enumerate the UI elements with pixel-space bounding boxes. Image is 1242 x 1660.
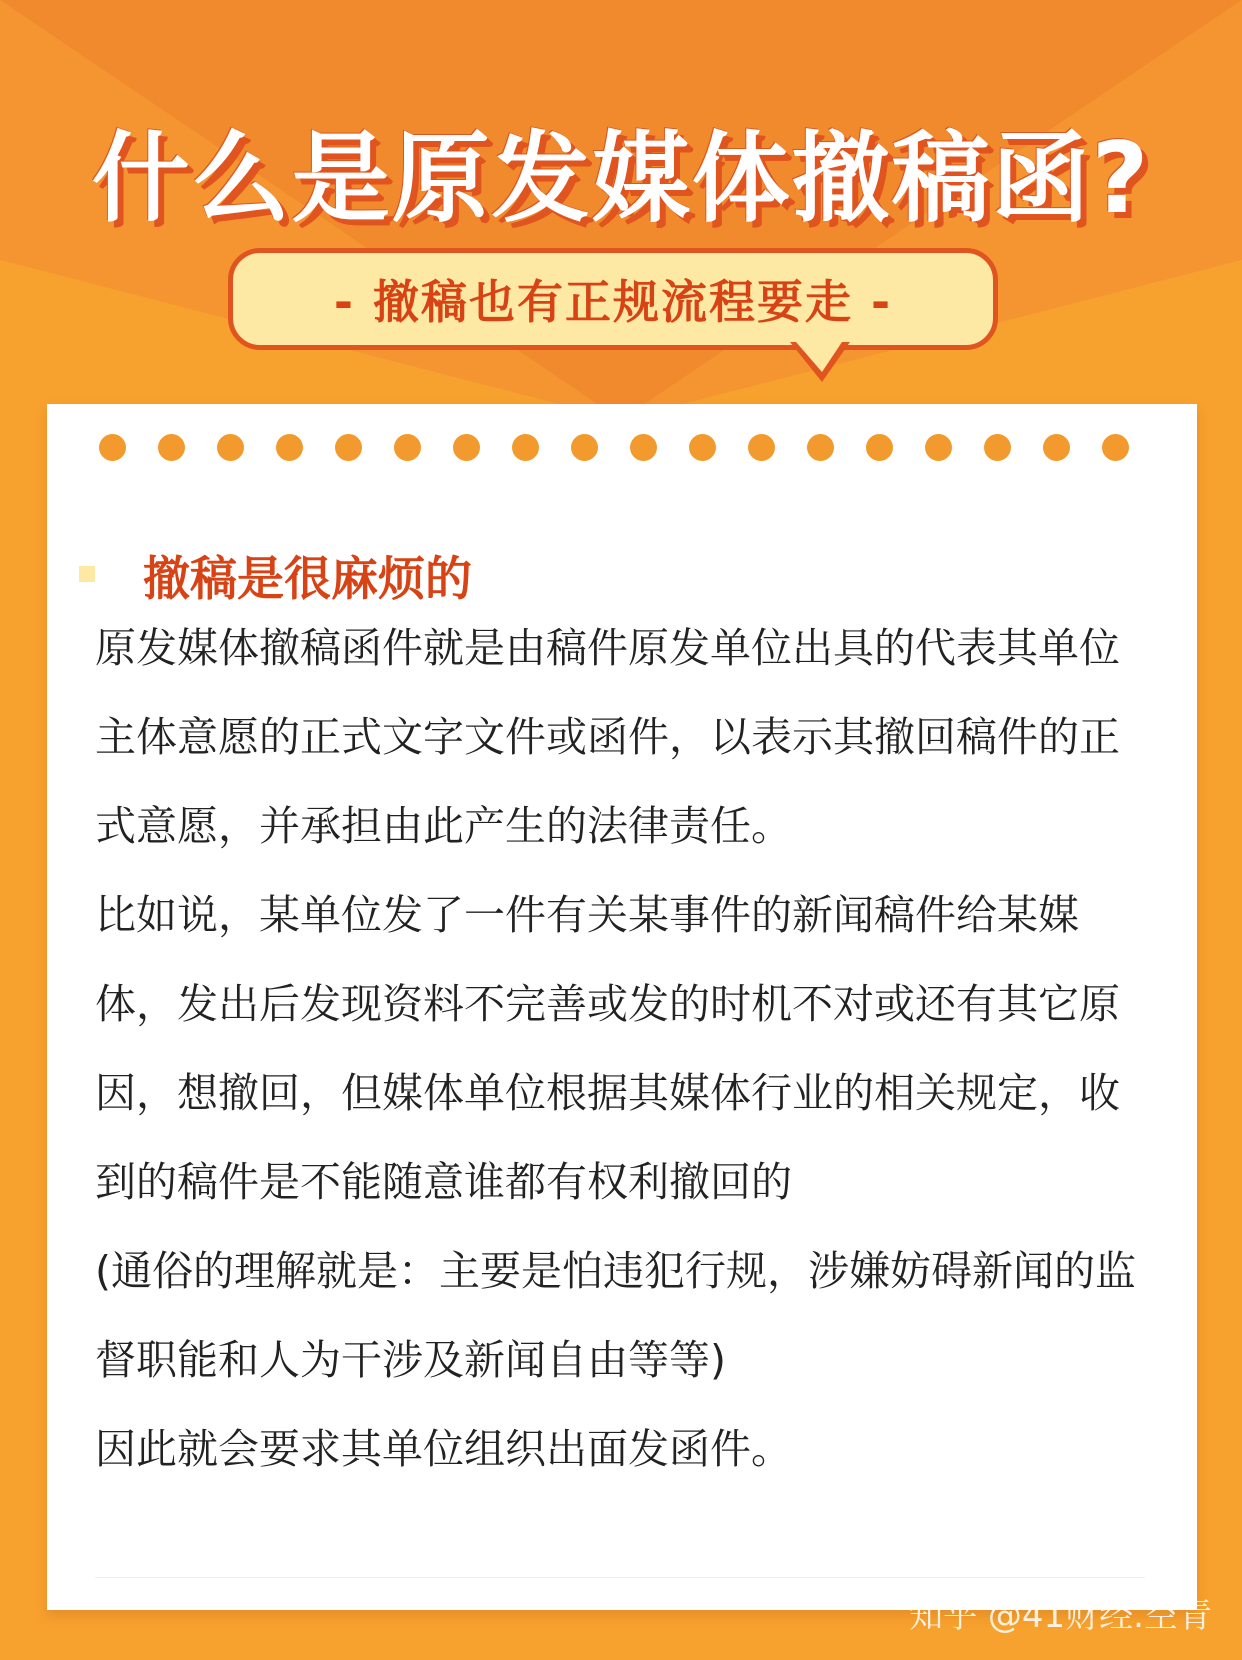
content-card [47,404,1197,1610]
subtitle-text: - 撤稿也有正规流程要走 - [333,275,893,329]
paragraph: (通俗的理解就是：主要是怕违犯行规，涉嫌妨碍新闻的监督职能和人为干涉及新闻自由等等) [95,1247,1136,1384]
dot-icon [99,434,126,461]
article-body [95,604,1155,1494]
dot-icon [925,434,952,461]
subtitle-bubble [228,248,998,350]
dot-icon [807,434,834,461]
section-heading: 撤稿是很麻烦的 [143,552,472,607]
dot-icon [276,434,303,461]
dot-icon [335,434,362,461]
dot-icon [630,434,657,461]
dot-icon [217,434,244,461]
dot-icon [1102,434,1129,461]
dot-icon [453,434,480,461]
watermark: 知乎 @41财经.空青 [909,1596,1212,1636]
page-title: 什么是原发媒体撤稿函? [91,122,1151,236]
dot-icon [866,434,893,461]
decorative-dots [99,434,1145,464]
dot-icon [1043,434,1070,461]
dot-icon [158,434,185,461]
dot-icon [571,434,598,461]
dot-icon [394,434,421,461]
divider [95,1577,1145,1578]
dot-icon [748,434,775,461]
dot-icon [512,434,539,461]
bubble-tail-icon [790,342,850,386]
paragraph: 原发媒体撤稿函件就是由稿件原发单位出具的代表其单位主体意愿的正式文字文件或函件，以表示其撤回稿件的正式意愿，并承担由此产生的法律责任。 [95,624,1120,850]
paragraph: 因此就会要求其单位组织出面发函件。 [95,1425,792,1473]
dot-icon [689,434,716,461]
dot-icon [984,434,1011,461]
paragraph: 比如说，某单位发了一件有关某事件的新闻稿件给某媒体，发出后发现资料不完善或发的时机不对或还有其它原因，想撤回，但媒体单位根据其媒体行业的相关规定，收到的稿件是不能随意谁都有权利撤回的 [95,891,1120,1206]
section-marker-icon [79,566,95,582]
